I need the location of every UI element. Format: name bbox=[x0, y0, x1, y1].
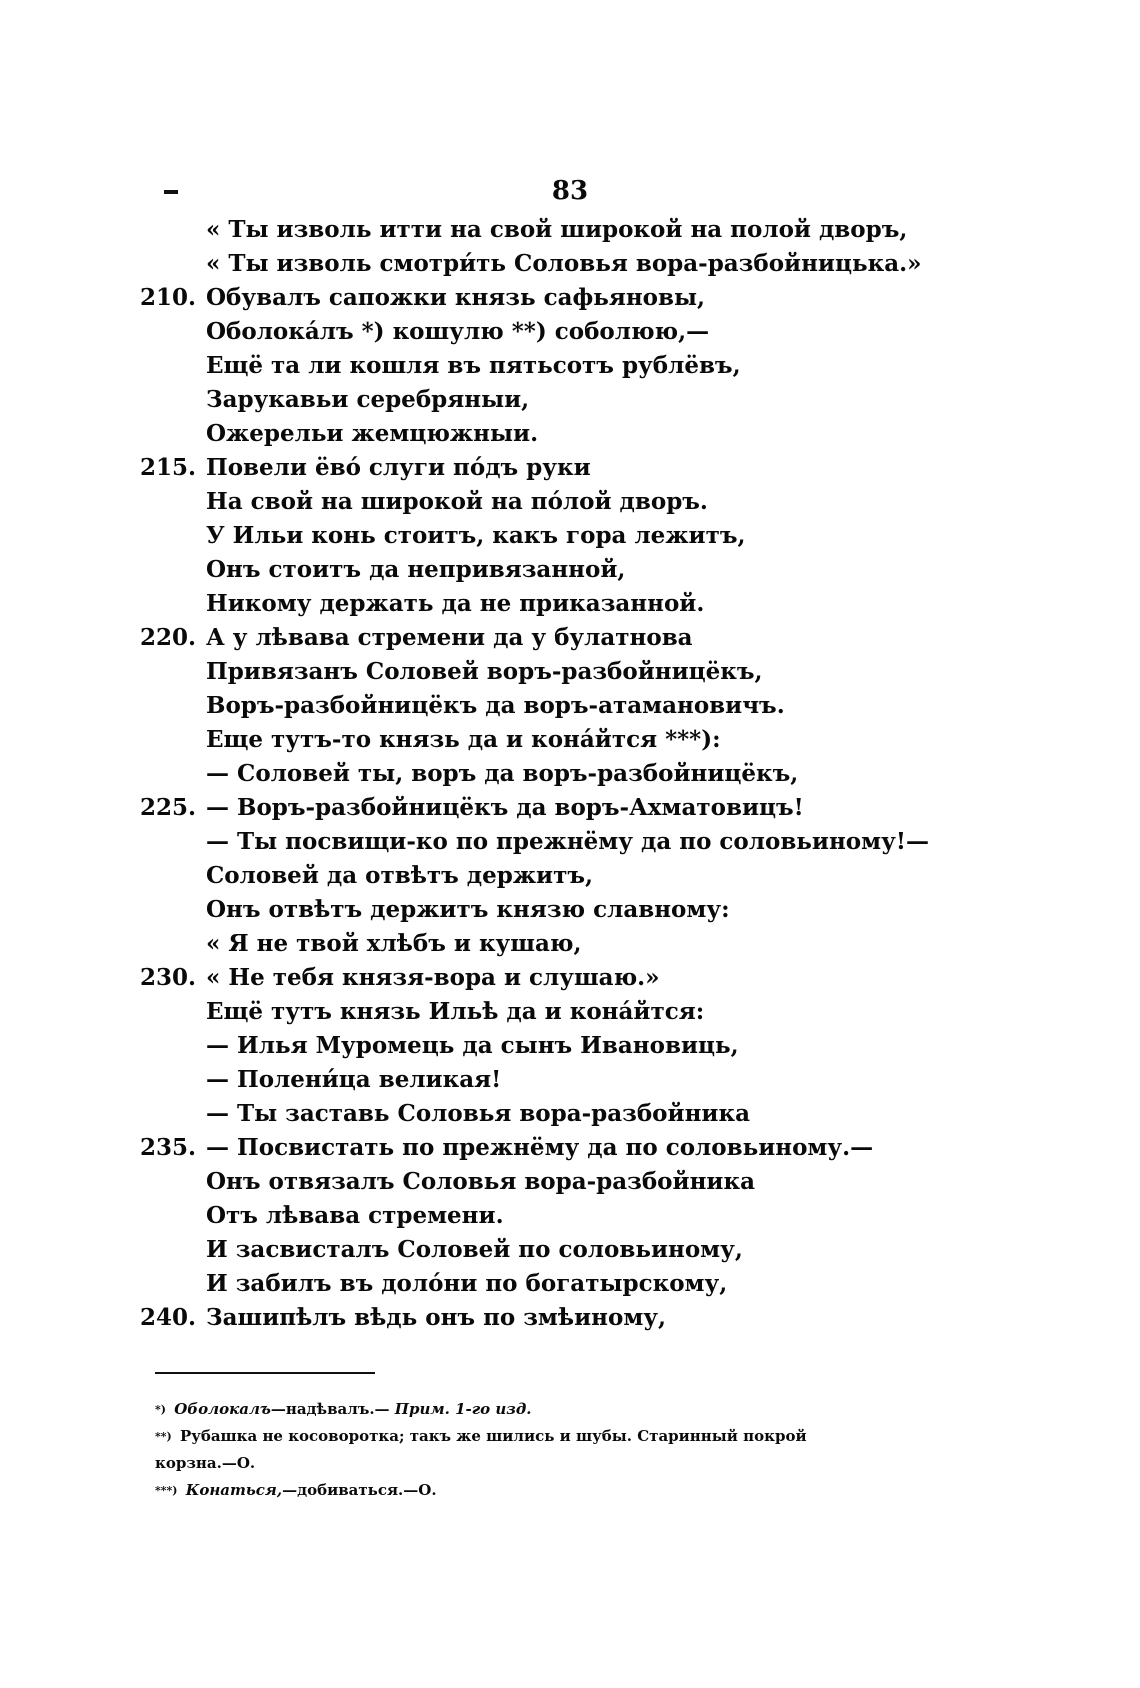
verse-line bbox=[140, 247, 1040, 281]
verse-line bbox=[140, 757, 1040, 791]
footnote-mark: *) bbox=[155, 1403, 166, 1416]
verse-line bbox=[140, 995, 1040, 1029]
footnote-term: Конаться, bbox=[185, 1481, 283, 1499]
verse-text: — Ты посвищи-ко по прежнёму да по соловьиному!— bbox=[206, 828, 929, 855]
footnote-text: корзна.—О. bbox=[155, 1454, 256, 1472]
verse-text: Онъ отвязалъ Соловья вора-разбойника bbox=[206, 1168, 755, 1195]
line-number: 240. bbox=[140, 1304, 197, 1331]
verse-text: « Ты изволь смотри́ть Соловья вора-разбойницька.» bbox=[206, 250, 922, 277]
verse-line bbox=[140, 349, 1040, 383]
verse-line bbox=[140, 655, 1040, 689]
verse-line bbox=[140, 791, 1040, 825]
footnote-1 bbox=[155, 1396, 915, 1423]
verse-line bbox=[140, 417, 1040, 451]
verse-line bbox=[140, 893, 1040, 927]
verse-text: Повели ёво́ слуги по́дъ руки bbox=[206, 454, 591, 481]
verse-text: Оболока́лъ *) кошулю **) соболюю,— bbox=[206, 318, 710, 345]
line-number: 230. bbox=[140, 964, 197, 991]
verse-text: Обувалъ сапожки князь сафьяновы, bbox=[206, 284, 706, 311]
verse-text: — Ты заставь Соловья вора-разбойника bbox=[206, 1100, 750, 1127]
verse-text: И засвисталъ Соловей по соловьиному, bbox=[206, 1236, 743, 1263]
verse-text: Привязанъ Соловей воръ-разбойницёкъ, bbox=[206, 658, 763, 685]
line-number: 225. bbox=[140, 794, 197, 821]
verse-text: Ещё та ли кошля въ пятьсотъ рублёвъ, bbox=[206, 352, 741, 379]
verse-text: — Полени́ца великая! bbox=[206, 1066, 502, 1093]
verse-line bbox=[140, 587, 1040, 621]
page-number: 83 bbox=[551, 176, 589, 206]
footnote-mark: ***) bbox=[155, 1484, 178, 1497]
verse-text: Никому держать да не приказанной. bbox=[206, 590, 705, 617]
verse-line bbox=[140, 1233, 1040, 1267]
verse-line bbox=[140, 859, 1040, 893]
line-number: 235. bbox=[140, 1134, 197, 1161]
verse-line bbox=[140, 825, 1040, 859]
verse-text: — Посвистать по прежнёму да по соловьиному.— bbox=[206, 1134, 874, 1161]
verse-text: — Илья Муромець да сынъ Ивановиць, bbox=[206, 1032, 739, 1059]
verse-line bbox=[140, 1301, 1040, 1335]
verse-line bbox=[140, 281, 1040, 315]
verse-line bbox=[140, 621, 1040, 655]
verse-line bbox=[140, 213, 1040, 247]
footnote-divider bbox=[155, 1372, 375, 1374]
verse-text: А у лѣвава стремени да у булатнова bbox=[206, 624, 693, 651]
verse-text: Онъ отвѣтъ держитъ князю славному: bbox=[206, 896, 730, 923]
verse-line bbox=[140, 927, 1040, 961]
verse-line bbox=[140, 315, 1040, 349]
verse-line bbox=[140, 961, 1040, 995]
verse-text: У Ильи конь стоитъ, какъ гора лежитъ, bbox=[206, 522, 746, 549]
verse-line bbox=[140, 1097, 1040, 1131]
verse-text: На свой на широкой на по́лой дворъ. bbox=[206, 488, 708, 515]
verse-line bbox=[140, 553, 1040, 587]
poem-body bbox=[140, 213, 1040, 1335]
verse-text: « Не тебя князя-вора и слушаю.» bbox=[206, 964, 660, 991]
verse-text: Зашипѣлъ вѣдь онъ по змѣиному, bbox=[206, 1304, 667, 1331]
footnotes bbox=[155, 1396, 915, 1504]
verse-line bbox=[140, 519, 1040, 553]
line-number: 215. bbox=[140, 454, 197, 481]
verse-text: Воръ-разбойницёкъ да воръ-атамановичъ. bbox=[206, 692, 785, 719]
verse-line bbox=[140, 1199, 1040, 1233]
verse-text: — Соловей ты, воръ да воръ-разбойницёкъ, bbox=[206, 760, 799, 787]
verse-line bbox=[140, 723, 1040, 757]
verse-line bbox=[140, 383, 1040, 417]
verse-text: Зарукавьи серебряныи, bbox=[206, 386, 530, 413]
footnote-3 bbox=[155, 1477, 915, 1504]
footnote-text: Рубашка не косоворотка; такъ же шились и шубы. Старинный покрой bbox=[179, 1427, 807, 1445]
verse-line bbox=[140, 451, 1040, 485]
line-number: 220. bbox=[140, 624, 197, 651]
verse-text: Еще тутъ-то князь да и кона́йтся ***): bbox=[206, 726, 721, 753]
verse-text: Ещё тутъ князь Ильѣ да и кона́йтся: bbox=[206, 998, 705, 1025]
verse-text: Отъ лѣвава стремени. bbox=[206, 1202, 504, 1229]
footnote-term: Оболокалъ bbox=[174, 1400, 271, 1418]
verse-line bbox=[140, 1165, 1040, 1199]
footnote-mark: **) bbox=[155, 1430, 172, 1443]
verse-text: « Ты изволь итти на свой широкой на полой дворъ, bbox=[206, 216, 908, 243]
footnote-source: Прим. 1-го изд. bbox=[394, 1400, 532, 1418]
verse-line bbox=[140, 1131, 1040, 1165]
verse-text: Онъ стоитъ да непривязанной, bbox=[206, 556, 626, 583]
footnote-2 bbox=[155, 1423, 915, 1450]
verse-line bbox=[140, 485, 1040, 519]
footnote-text: —надѣвалъ.— bbox=[270, 1400, 390, 1418]
verse-text: И забилъ въ доло́ни по богатырскому, bbox=[206, 1270, 728, 1297]
verse-text: Ожерельи жемцюжныи. bbox=[206, 420, 539, 447]
verse-text: — Воръ-разбойницёкъ да воръ-Ахматовицъ! bbox=[206, 794, 804, 821]
line-number: 210. bbox=[140, 284, 197, 311]
verse-text: Соловей да отвѣтъ держитъ, bbox=[206, 862, 594, 889]
verse-line bbox=[140, 1029, 1040, 1063]
verse-text: « Я не твой хлѣбъ и кушаю, bbox=[206, 930, 582, 957]
verse-line bbox=[140, 689, 1040, 723]
verse-line bbox=[140, 1063, 1040, 1097]
verse-line bbox=[140, 1267, 1040, 1301]
footnote-text: —добиваться.—О. bbox=[282, 1481, 437, 1499]
footnote-2-continuation bbox=[155, 1450, 915, 1477]
